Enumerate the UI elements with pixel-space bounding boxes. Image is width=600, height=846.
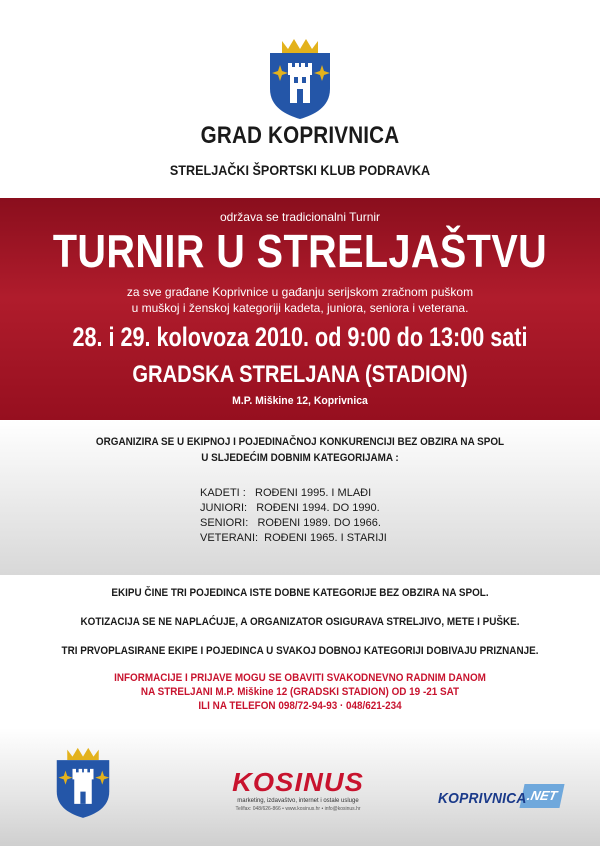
category-list (200, 487, 387, 547)
city-title: GRAD KOPRIVNICA (200, 122, 400, 149)
event-address: M.P. Miškine 12, Koprivnica (232, 395, 368, 407)
kosinus-tagline: marketing, izdavaštvo, internet i ostale usluge (237, 798, 359, 804)
event-title: TURNIR U STRELJAŠTVU (52, 225, 548, 277)
kosinus-contact: Tel/fax: 048/626-866 • www.kosinus.hr • info@kosinus.hr (235, 806, 361, 812)
portal-name: KOPRIVNICA (438, 790, 527, 807)
event-description-line2: u muškoj i ženskoj kategoriji kadeta, juniora, seniora i veterana. (131, 301, 469, 315)
portal-suffix: .NET (519, 784, 564, 808)
rule-awards: TRI PRVOPLASIRANE EKIPE I POJEDINCA U SVAKOJ DOBNOJ KATEGORIJI DOBIVAJU PRIZNANJE. (61, 645, 539, 657)
event-banner (0, 198, 600, 420)
rule-fee: KOTIZACIJA SE NE NAPLAĆUJE, A ORGANIZATOR OSIGURAVA STRELJIVO, METE I PUŠKE. (80, 616, 520, 628)
event-description-line1: za sve građane Koprivnice u gađanju serijskom zračnom puškom (126, 285, 474, 299)
kosinus-wordmark: KOSINUS (232, 767, 364, 797)
city-crest-icon (55, 746, 111, 818)
category-item: JUNIORI: ROĐENI 1994. DO 1990. (200, 502, 380, 514)
category-item: KADETI : ROĐENI 1995. I MLAĐI (200, 487, 372, 499)
categories-section (0, 420, 600, 575)
contact-line2: NA STRELJANI M.P. Miškine 12 (GRADSKI STADION) OD 19 -21 SAT (140, 686, 460, 698)
event-venue: GRADSKA STRELJANA (STADION) (132, 361, 468, 388)
contact-line1: INFORMACIJE I PRIJAVE MOGU SE OBAVITI SVAKODNEVNO RADNIM DANOM (114, 672, 486, 684)
category-item: VETERANI: ROĐENI 1965. I STARIJI (200, 532, 387, 544)
banner-intro: održava se tradicionalni Turnir (219, 210, 381, 224)
club-name: STRELJAČKI ŠPORTSKI KLUB PODRAVKA (169, 162, 431, 178)
category-item: SENIORI: ROĐENI 1989. DO 1966. (200, 517, 381, 529)
categories-intro-line2: U SLJEDEĆIM DOBNIM KATEGORIJAMA : (201, 452, 399, 464)
categories-intro-line1: ORGANIZIRA SE U EKIPNOJ I POJEDINAČNOJ KONKURENCIJI BEZ OBZIRA NA SPOL (95, 436, 505, 448)
sponsor-footer (0, 728, 600, 846)
city-crest-icon (268, 37, 332, 119)
kosinus-logo (232, 768, 364, 830)
contact-phone: ILI NA TELEFON 098/72-94-93 · 048/621-234 (198, 700, 402, 712)
event-dates: 28. i 29. kolovoza 2010. od 9:00 do 13:00 sati (72, 322, 528, 352)
koprivnica-net-logo (430, 782, 570, 812)
rule-team-composition: EKIPU ČINE TRI POJEDINCA ISTE DOBNE KATEGORIJE BEZ OBZIRA NA SPOL. (111, 587, 489, 599)
